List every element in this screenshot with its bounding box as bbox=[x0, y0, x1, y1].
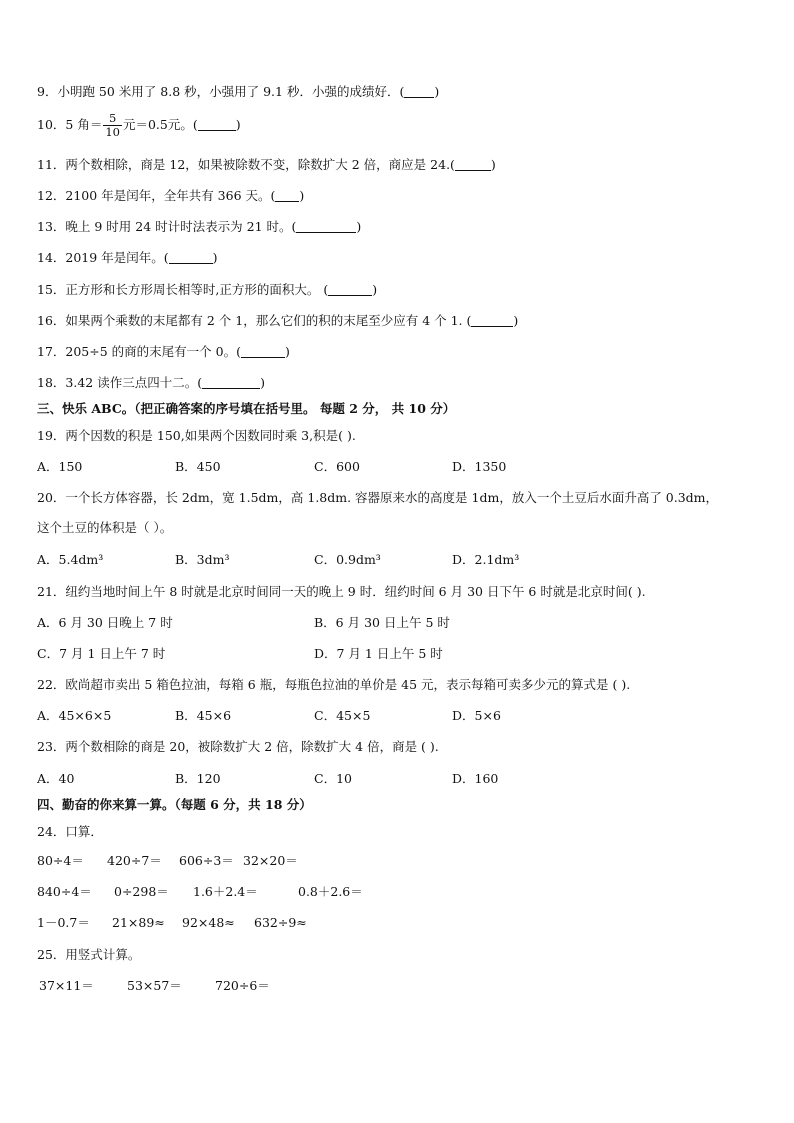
question-23: 23．两个数相除的商是 20，被除数扩大 2 倍，除数扩大 4 倍，商是 ( ). bbox=[37, 739, 439, 754]
question-15: 15．正方形和长方形周长相等时,正方形的面积大。 ( ) bbox=[37, 282, 378, 297]
question-9: 9．小明跑 50 米用了 8.8 秒，小强用了 9.1 秒．小强的成绩好．( ) bbox=[37, 84, 440, 99]
section-3-heading: 三、快乐 ABC。（把正确答案的序号填在括号里。 每题 2 分， 共 10 分） bbox=[37, 401, 456, 416]
question-12: 12．2100 年是闰年，全年共有 366 天。( ) bbox=[37, 188, 305, 203]
calc-item: 80÷4＝ bbox=[37, 853, 84, 868]
option-20-c[interactable]: C．0.9dm³ bbox=[314, 552, 381, 567]
calc-item: 420÷7＝ bbox=[107, 853, 162, 868]
option-21-c[interactable]: C．7 月 1 日上午 7 时 bbox=[37, 646, 166, 661]
calc-item: 632÷9≈ bbox=[254, 915, 307, 930]
question-25-title: 25．用竖式计算。 bbox=[37, 947, 141, 962]
option-20-d[interactable]: D．2.1dm³ bbox=[452, 552, 520, 567]
calc-item: 32×20＝ bbox=[243, 853, 298, 868]
fraction: $\frac{5}{10}$ bbox=[105, 111, 120, 139]
question-21: 21．纽约当地时间上午 8 时就是北京时间同一天的晚上 9 时．纽约时间 6 月 30 日下午 6 时就是北京时间( ). bbox=[37, 584, 646, 599]
answer-blank[interactable] bbox=[296, 220, 356, 233]
option-19-a[interactable]: A．150 bbox=[37, 459, 83, 474]
option-23-b[interactable]: B．120 bbox=[175, 771, 221, 786]
option-22-d[interactable]: D．5×6 bbox=[452, 708, 501, 723]
option-21-d[interactable]: D．7 月 1 日上午 5 时 bbox=[314, 646, 443, 661]
calc-item: 1－0.7＝ bbox=[37, 915, 90, 930]
calc-item: 606÷3＝ bbox=[179, 853, 234, 868]
answer-blank[interactable] bbox=[169, 251, 213, 264]
question-10: 10．5 角＝ $\frac{5}{10}$ 元＝0.5元。( ) bbox=[37, 111, 241, 139]
question-18: 18．3.42 读作三点四十二。( ) bbox=[37, 375, 265, 390]
question-11: 11．两个数相除，商是 12，如果被除数不变，除数扩大 2 倍，商应是 24.( ) bbox=[37, 157, 496, 172]
option-19-d[interactable]: D．1350 bbox=[452, 459, 507, 474]
calc-item: 720÷6＝ bbox=[215, 978, 270, 993]
option-19-b[interactable]: B．450 bbox=[175, 459, 221, 474]
question-14: 14．2019 年是闰年。( ) bbox=[37, 250, 218, 265]
answer-blank[interactable] bbox=[455, 158, 491, 171]
calc-item: 840÷4＝ bbox=[37, 884, 92, 899]
option-22-b[interactable]: B．45×6 bbox=[175, 708, 232, 723]
option-21-b[interactable]: B．6 月 30 日上午 5 时 bbox=[314, 615, 450, 630]
calc-item: 0÷298＝ bbox=[114, 884, 169, 899]
calc-item: 37×11＝ bbox=[39, 978, 94, 993]
calc-item: 92×48≈ bbox=[182, 915, 235, 930]
answer-blank[interactable] bbox=[404, 85, 434, 98]
option-23-d[interactable]: D．160 bbox=[452, 771, 499, 786]
calc-item: 0.8＋2.6＝ bbox=[298, 884, 363, 899]
option-23-c[interactable]: C．10 bbox=[314, 771, 352, 786]
option-20-a[interactable]: A．5.4dm³ bbox=[37, 552, 104, 567]
question-24-title: 24．口算． bbox=[37, 824, 103, 839]
calc-item: 1.6＋2.4＝ bbox=[193, 884, 258, 899]
option-21-a[interactable]: A．6 月 30 日晚上 7 时 bbox=[37, 615, 173, 630]
option-23-a[interactable]: A．40 bbox=[37, 771, 75, 786]
section-4-heading: 四、勤奋的你来算一算。（每题 6 分，共 18 分） bbox=[37, 797, 312, 812]
question-20: 20．一个长方体容器，长 2dm，宽 1.5dm，高 1.8dm. 容器原来水的高度是 1dm，放入一个土豆后水面升高了 0.3dm， bbox=[37, 490, 719, 505]
answer-blank[interactable] bbox=[471, 314, 513, 327]
option-22-c[interactable]: C．45×5 bbox=[314, 708, 371, 723]
question-19: 19．两个因数的积是 150,如果两个因数同时乘 3,积是( ). bbox=[37, 428, 356, 443]
option-20-b[interactable]: B．3dm³ bbox=[175, 552, 230, 567]
question-22: 22．欧尚超市卖出 5 箱色拉油，每箱 6 瓶，每瓶色拉油的单价是 45 元，表示每箱可卖多少元的算式是 ( ). bbox=[37, 677, 631, 692]
option-22-a[interactable]: A．45×6×5 bbox=[37, 708, 112, 723]
option-19-c[interactable]: C．600 bbox=[314, 459, 360, 474]
question-20-cont: 这个土豆的体积是（ ）。 bbox=[37, 520, 173, 535]
answer-blank[interactable] bbox=[275, 189, 299, 202]
question-13: 13．晚上 9 时用 24 时计时法表示为 21 时。( ) bbox=[37, 219, 362, 234]
question-17: 17．205÷5 的商的末尾有一个 0。( ) bbox=[37, 344, 290, 359]
calc-item: 53×57＝ bbox=[127, 978, 182, 993]
question-16: 16．如果两个乘数的末尾都有 2 个 1，那么它们的积的末尾至少应有 4 个 1. ( ) bbox=[37, 313, 519, 328]
answer-blank[interactable] bbox=[198, 118, 236, 131]
answer-blank[interactable] bbox=[202, 376, 260, 389]
answer-blank[interactable] bbox=[241, 345, 285, 358]
calc-item: 21×89≈ bbox=[112, 915, 165, 930]
answer-blank[interactable] bbox=[328, 283, 372, 296]
